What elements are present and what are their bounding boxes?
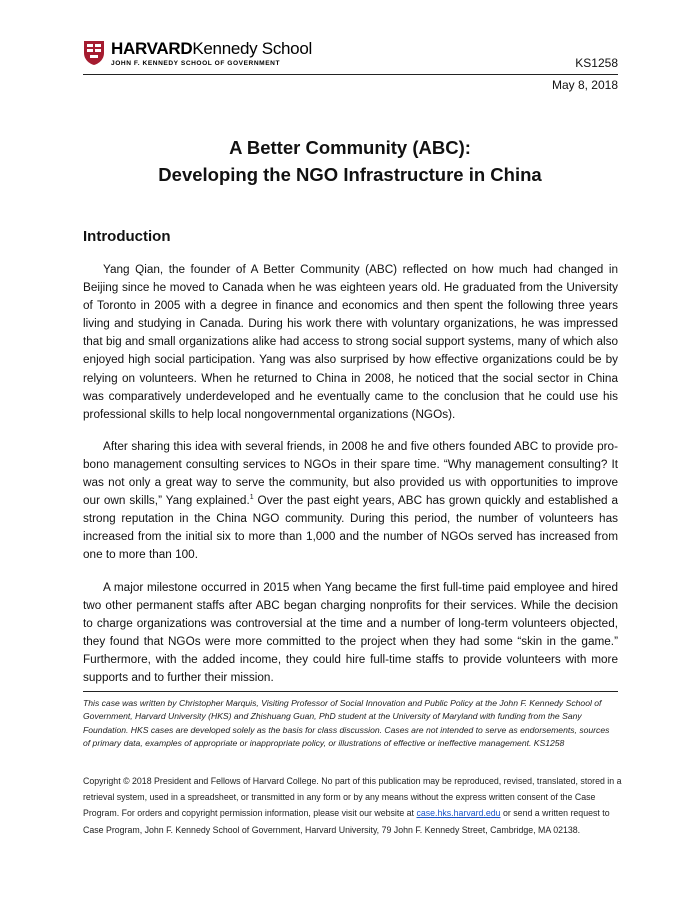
footnote-reference: 1: [249, 494, 254, 502]
copyright-text-1: Copyright © 2018 President and Fellows of Harvard College. No part of this publication may be reproduced, revised, translated, stored in a retrieval system, used in a spreadsheet, or transmitted in any form or by any means without the express written consent of the Case Program. For orders and copyright permission information, please visit our website at: [83, 776, 622, 819]
header-divider: [83, 74, 618, 75]
title-line-2: Developing the NGO Infrastructure in China: [158, 164, 542, 185]
logo-subtitle: JOHN F. KENNEDY SCHOOL OF GOVERNMENT: [111, 60, 281, 67]
logo-kennedy-school: Kennedy School: [192, 39, 312, 58]
title-line-1: A Better Community (ABC):: [229, 137, 471, 158]
section-heading: Introduction: [83, 228, 171, 245]
document-date: May 8, 2018: [551, 78, 618, 92]
logo-harvard: HARVARD: [111, 39, 193, 58]
copyright-text-2: or send a written request to Case Program, John F. Kennedy School of Government, Harvard University, 79 John F. Kennedy Street, Cambridge, MA 02138.: [83, 808, 610, 835]
case-attribution-note: This case was written by Christopher Marquis, Visiting Professor of Social Innovation and Public Policy at the John F. Kennedy School of Government, Harvard University (HKS) and Zhishuang Guan, PhD student at the University of Maryland with funding from the Sany Foundation. HKS cases are developed solely as the basis for class discussion. Cases are not intended to serve as endorsements, sources of primary data, examples of appropriate or inappropriate policy, or illustrations of effective or ineffective management. KS1258: [83, 698, 610, 748]
document-title: [0, 134, 700, 188]
paragraph-1: Yang Qian, the founder of A Better Community (ABC) reflected on how much had changed in Beijing since he moved to Canada when he was eighteen years old. He graduated from the University of Toronto in 2005 with a degree in finance and economics and then spent the following three years living and studying in Canada. During his work there with voluntary organizations, he was impressed that big and small organizations alike had access to strong social support systems, many of which also enjoyed high social participation. Yang was also surprised by how effective organizations could be by relying on volunteers. When he returned to China in 2008, he noticed that the social sector in China was comparatively underdeveloped and he eventually came to the conclusion that he could use his professional skills to help local nongovernmental organizations (NGOs).: [83, 263, 618, 421]
paragraph-2-part-2: Over the past eight years, ABC has grown quickly and established a strong reputation in the China NGO community. During this period, the number of volunteers has increased from the initial six to more than 1,000 and the number of NGOs served has increased from one to more than 100.: [83, 494, 618, 562]
paragraph-3: A major milestone occurred in 2015 when Yang became the first full-time paid employee and hired two other permanent staffs after ABC began charging nonprofits for their services. While the decision to charge organizations was controversial at the time and a number of long-term volunteers objected, they found that NGOs were more committed to the project when they had some “skin in the game.” Furthermore, with the added income, they could hire full-time staffs to provide volunteers with more supports and to further their mission.: [83, 580, 618, 684]
paragraph-2: [83, 438, 618, 565]
hks-logo: [83, 40, 618, 67]
paragraph-2-part-1: After sharing this idea with several friends, in 2008 he and five others founded ABC to provide pro-bono management consulting services to NGOs in their spare time. “Why management consulting? It was not only a great way to serve the community, but also provided us with opportunities to improve our own skills,” Yang explained.: [83, 439, 618, 508]
case-number: KS1258: [575, 56, 618, 70]
page-header: [83, 39, 618, 92]
copyright-notice: [83, 773, 623, 838]
footnote-divider: [83, 691, 618, 692]
body-text: [83, 261, 618, 701]
case-program-link[interactable]: case.hks.harvard.edu: [416, 808, 501, 819]
harvard-shield-icon: [83, 40, 105, 66]
